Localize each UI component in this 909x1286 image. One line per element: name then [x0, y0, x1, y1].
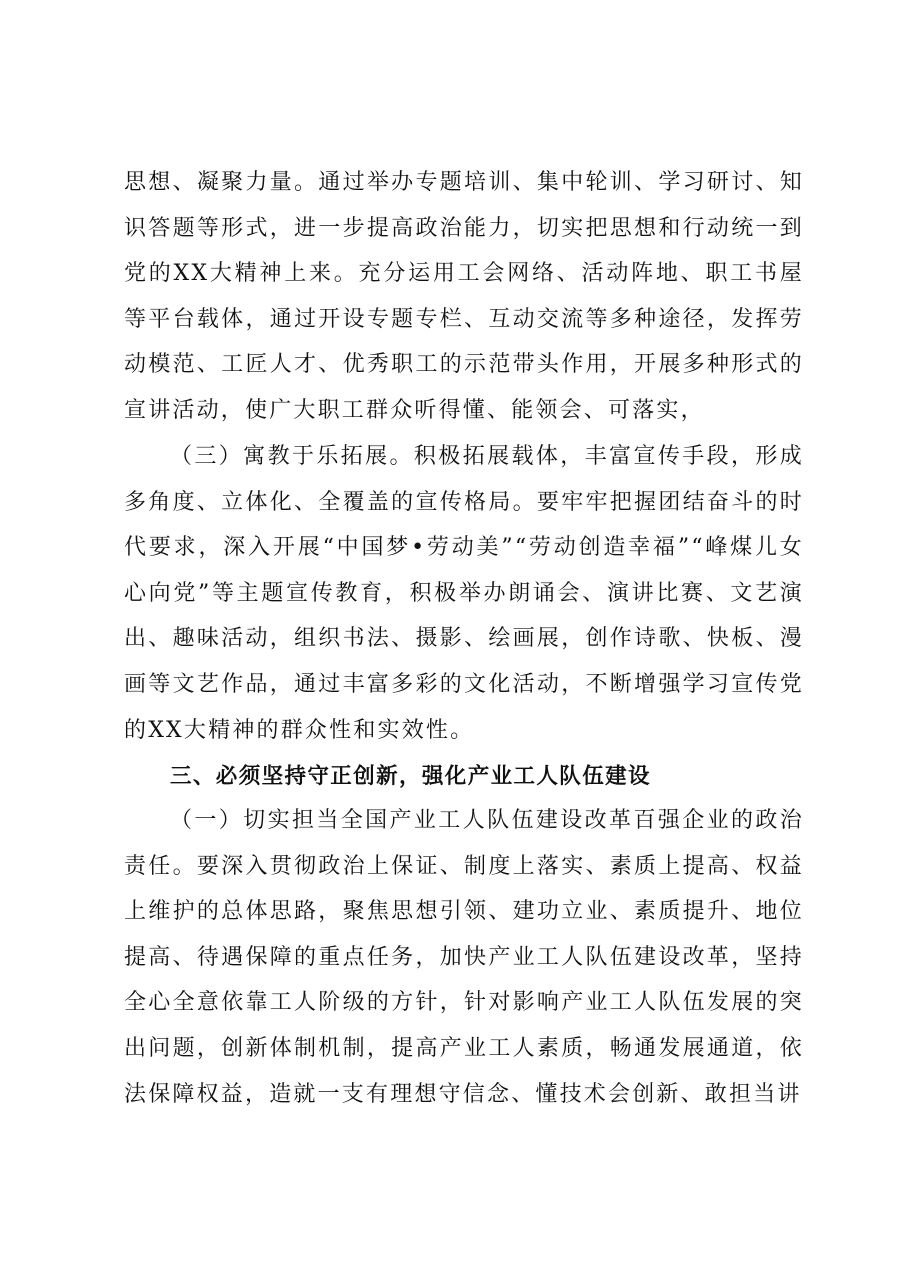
body-paragraph-continued: 思想、凝聚力量。通过举办专题培训、集中轮训、学习研讨、知识答题等形式，进一步提高政治能力，切实把思想和行动统一到党的XX大精神上来。充分运用工会网络、活动阵地、职工书屋等平台载体，通过开设专题专栏、互动交流等多种途径，发挥劳动模范、工匠人才、优秀职工的示范带头作用，开展多种形式的宣讲活动，使广大职工群众听得懂、能领会、可落实，: [124, 170, 804, 423]
section-heading: 三、必须坚持守正创新，强化产业工人队伍建设: [170, 764, 651, 789]
body-paragraph-entertainment-education: （三）寓教于乐拓展。积极拓展载体，丰富宣传手段，形成多角度、立体化、全覆盖的宣传格局。要牢牢把握团结奋斗的时代要求，深入开展“中国梦•劳动美”“劳动创造幸福”“峰煤儿女心向党”等主题宣传教育，积极举办朗诵会、演讲比赛、文艺演出、趣味活动，组织书法、摄影、绘画展，创作诗歌、快板、漫画等文艺作品，通过丰富多彩的文化活动，不断增强学习宣传党的XX大精神的群众性和实效性。: [124, 444, 804, 743]
body-paragraph-political-responsibility: （一）切实担当全国产业工人队伍建设改革百强企业的政治责任。要深入贯彻政治上保证、制度上落实、素质上提高、权益上维护的总体思路，聚焦思想引领、建功立业、素质提升、地位提高、待遇保障的重点任务，加快产业工人队伍建设改革，坚持全心全意依靠工人阶级的方针，针对影响产业工人队伍发展的突出问题，创新体制机制，提高产业工人素质，畅通发展通道，依法保障权益，造就一支有理想守信念、懂技术会创新、敢担当讲: [124, 808, 804, 1107]
